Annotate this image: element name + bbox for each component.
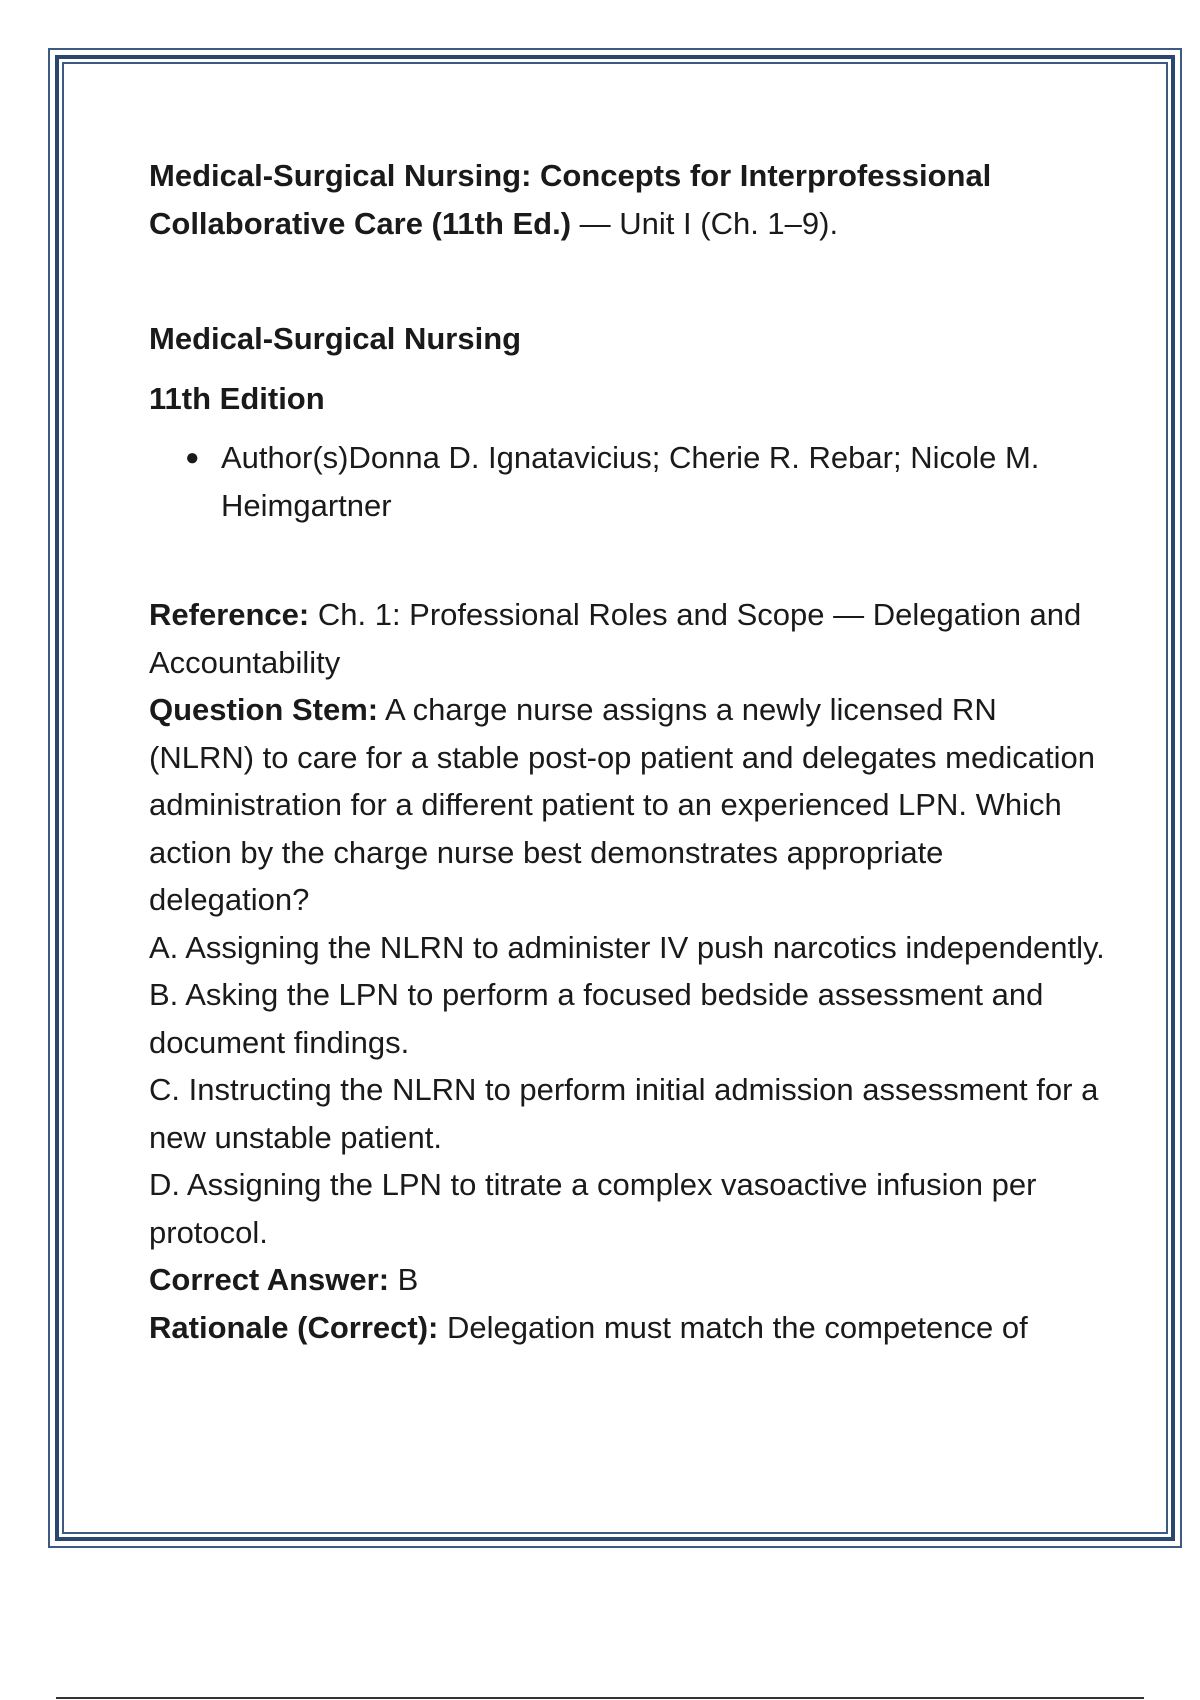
page-border-outer bbox=[48, 48, 1182, 1548]
option-c: C. Instructing the NLRN to perform initial admission assessment for a new unstable patient. bbox=[149, 1072, 1099, 1155]
correct-answer bbox=[149, 1256, 1109, 1304]
rationale bbox=[149, 1304, 1109, 1352]
document-title bbox=[149, 152, 1109, 247]
option-d: D. Assigning the LPN to titrate a complex vasoactive infusion per protocol. bbox=[149, 1167, 1037, 1250]
bullet-icon: ● bbox=[185, 444, 200, 471]
author-names: Author(s)Donna D. Ignatavicius; Cherie R. Rebar; Nicole M. Heimgartner bbox=[221, 440, 1040, 523]
document-title-bold: Medical-Surgical Nursing: Concepts for Interprofessional Collaborative Care (11th Ed.) bbox=[149, 158, 992, 241]
question-stem-text: A charge nurse assigns a newly licensed RN (NLRN) to care for a stable post-op patient and delegates medication administration for a different patient to an experienced LPN. Which action by the charge nurse best demonstrates appropriate delegation? bbox=[149, 692, 1096, 917]
reference-line bbox=[149, 591, 1109, 686]
book-name: Medical-Surgical Nursing bbox=[149, 321, 522, 356]
rationale-label: Rationale (Correct): bbox=[149, 1309, 439, 1345]
author-list bbox=[149, 434, 1109, 529]
question-stem-label: Question Stem: bbox=[149, 692, 379, 727]
footer-rule bbox=[56, 1697, 1144, 1699]
document-content bbox=[149, 152, 1109, 1351]
author-list-item bbox=[149, 434, 1109, 529]
correct-answer-label: Correct Answer: bbox=[149, 1262, 390, 1297]
option-a: A. Assigning the NLRN to administer IV push narcotics independently. bbox=[149, 929, 1105, 965]
option-b: B. Asking the LPN to perform a focused bedside assessment and document findings. bbox=[149, 977, 1044, 1060]
question-stem bbox=[149, 686, 1109, 924]
document-title-unit: — Unit I (Ch. 1–9). bbox=[571, 205, 839, 241]
page-border-middle bbox=[55, 55, 1175, 1541]
reference-text: Ch. 1: Professional Roles and Scope — Delegation and Accountability bbox=[149, 597, 1082, 680]
book-edition: 11th Edition bbox=[149, 380, 325, 416]
correct-answer-value: B bbox=[389, 1262, 419, 1297]
rationale-text: Delegation must match the competence of bbox=[438, 1309, 1028, 1345]
reference-label: Reference: bbox=[149, 597, 310, 632]
page-border-inner bbox=[62, 62, 1168, 1534]
